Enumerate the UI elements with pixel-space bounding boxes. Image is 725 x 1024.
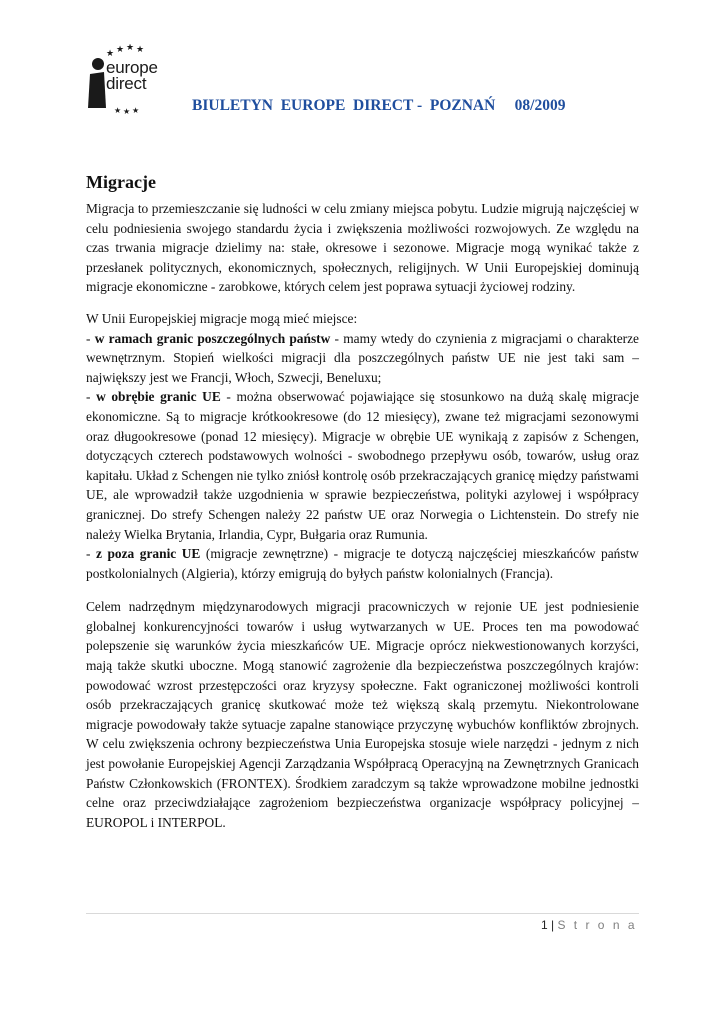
article-body [86,199,639,844]
footer-separator: | [551,918,555,932]
svg-text:★: ★ [136,45,145,55]
svg-text:★: ★ [106,49,115,59]
paragraph-intro: Migracja to przemieszczanie się ludności w celu zmiany miejsca pobytu. Ludzie migrują najczęściej w celu podniesienia swojego standardu życia i zwiększenia możliwości rozwojowych. Ze względu na czas trwania migracje dzielimy na: stałe, okresowe i sezonowe. Migracje mogą wynikać także z przesłanek politycznych, ekonomicznych, społecznych, religijnych. W Unii Europejskiej dominują migracje ekonomiczne - zarobkowe, których celem jest poprawa sytuacji życiowej rodziny. [86,201,639,295]
logo-line-europe: europe [106,58,158,77]
list-item: - w obrębie granic UE - można obserwować pojawiające się stosunkowo na dużą skalę migracje ekonomiczne. Są to migracje krótkookresowe (do 12 miesięcy), zwane też migracjami sezonowymi oraz długookresowe (ponad 12 miesięcy). Migracje w obrębie UE wynikają z zapisów z Schengen, dotyczących czterech podstawowych wolności - swobodnego przepływu osób, towarów, usług oraz kapitału. Układ z Schengen nie tylko zniósł kontrolę osób przekraczających granicę między państwami UE, ale wprowadził także uzgodnienia w sprawie bezpieczeństwa, polityki azylowej i współpracy granicznej. Do strefy Schengen należy 22 państw UE oraz Norwegia o Lichtenstein. Do strefy nie należy Wielka Brytania, Irlandia, Cypr, Bułgaria oraz Rumunia. [86,389,639,542]
logo-wordmark [106,60,158,92]
svg-text:★: ★ [114,106,122,115]
logo-line-direct: direct [106,74,147,93]
list-item-heading: w ramach granic poszczególnych państw [94,330,331,346]
list-item-text: - można obserwować pojawiające się stosunkowo na dużą skalę migracje ekonomiczne. Są to migracje krótkookresowe (do 12 miesięcy), zwane też migracjami sezonowymi oraz długookresowe (ponad 12 miesięcy). Migracje w obrębie UE wynikają z zapisów z Schengen, dotyczących czterech podstawowych wolności - swobodnego przepływu osób, towarów, usług oraz kapitału. Układ z Schengen nie tylko zniósł kontrolę osób przekraczających granicę między państwami UE, ale wprowadził także uzgodnienia w sprawie bezpieczeństwa, polityki azylowej i współpracy granicznej. Do strefy Schengen należy 22 państw UE oraz Norwegia o Lichtenstein. Do strefy nie należy Wielka Brytania, Irlandia, Cypr, Bułgaria oraz Rumunia. [86,389,639,542]
list-item: - w ramach granic poszczególnych państw - mamy wtedy do czynienia z migracjami o charakterze wewnętrznym. Stopień wielkości migracji dla poszczególnych państw UE nie jest taki sam – największy jest we Francji, Włoch, Szwecji, Beneluxu; [86,330,639,385]
list-item: - z poza granic UE (migracje zewnętrzne) - migracje te dotyczą najczęściej mieszkańców państw postkolonialnych (Algieria), którzy emigrują do byłych państw kolonialnych (Francja). [86,546,639,581]
list-intro: W Unii Europejskiej migracje mogą mieć miejsce: [86,310,358,326]
list-item-heading: z poza granic UE [96,546,201,562]
page-label: S t r o n a [557,918,637,932]
footer-divider [86,913,639,914]
svg-text:★: ★ [126,44,135,53]
page-footer [541,918,637,932]
list-item-heading: w obrębie granic UE [96,389,221,405]
paragraph-conclusion: Celem nadrzędnym międzynarodowych migracji pracowniczych w rejonie UE jest podniesienie globalnej konkurencyjności towarów i usług wytwarzanych w UE. Proces ten ma powodować polepszenie się warunków życia mieszkańców UE. Migracje oprócz niekwestionowanych korzyści, mają także skutki uboczne. Mogą stanowić zagrożenie dla bezpieczeństwa poszczególnych krajów: powodować wzrost przestępczości oraz kryzysy społeczne. Fakt ograniczonej możliwości kontroli osób przekraczających granicę skutkować może też większą skalą przemytu. Niekontrolowane migracje powodowały także sytuacje zapalne stanowiące przyczynę wybuchów konfliktów zbrojnych. W celu zwiększenia ochrony bezpieczeństwa Unia Europejska stosuje wiele narzędzi - jednym z nich jest powołanie Europejskiej Agencji Zarządzania Współpracą Operacyjną na Zewnętrznych Granicach Państw Członkowskich (FRONTEX). Środkiem zaradczym są także wprowadzone mobilne jednostki celne oraz przeciwdziałające zagrożeniom bezpieczeństwa organizacje współpracy policyjnej – EUROPOL i INTERPOL. [86,599,639,830]
page-number: 1 [540,918,548,932]
list-item-text: (migracje zewnętrzne) - migracje te dotyczą najczęściej mieszkańców państw postkolonialnych (Algieria), którzy emigrują do byłych państw kolonialnych (Francja). [86,546,639,581]
svg-text:★: ★ [132,106,140,115]
list-item-text: - mamy wtedy do czynienia z migracjami o charakterze wewnętrznym. Stopień wielkości migracji dla poszczególnych państw UE nie jest taki sam – największy jest we Francji, Włoch, Szwecji, Beneluxu; [86,330,639,385]
page-title: Migracje [86,172,156,192]
bulletin-header: BIULETYN EUROPE DIRECT - POZNAŃ 08/2009 [192,97,566,114]
migration-types-list [86,309,639,583]
svg-text:★: ★ [116,45,125,55]
svg-text:★: ★ [123,107,131,116]
